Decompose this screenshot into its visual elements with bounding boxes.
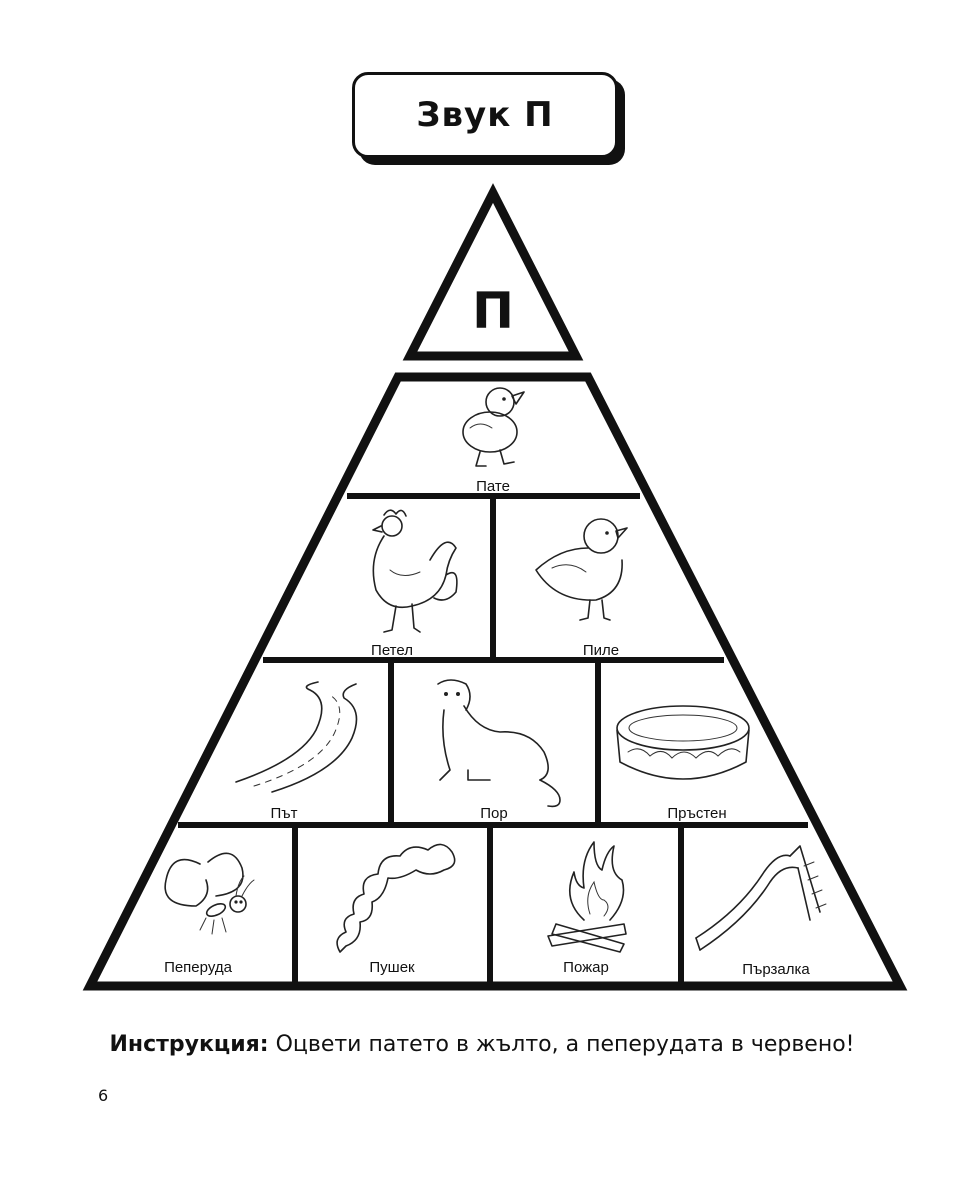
- cell-label-pushek: Пушек: [369, 959, 415, 976]
- cell-label-pile: Пиле: [582, 642, 620, 659]
- page-title: Звук П: [416, 95, 554, 135]
- page-number: 6: [98, 1086, 109, 1105]
- slide-icon: [696, 846, 826, 950]
- cell-label-pozhar: Пожар: [563, 959, 609, 976]
- cell-label-pat: Път: [270, 805, 298, 822]
- cell-label-petel: Петел: [371, 642, 413, 659]
- rooster-icon: [373, 510, 457, 632]
- cell-label-por: Пор: [480, 805, 508, 822]
- cell-label-prasten: Пръстен: [667, 805, 727, 822]
- campfire-icon: [548, 842, 626, 952]
- road-icon: [236, 682, 357, 792]
- cell-label-parzalka: Пързалка: [742, 961, 810, 978]
- apex-letter: П: [472, 282, 514, 340]
- instruction-label: Инструкция:: [109, 1032, 269, 1057]
- cell-label-peperuda: Пеперуда: [164, 959, 232, 976]
- cell-label-pate: Пате: [476, 478, 510, 495]
- pyramid-outline: [90, 377, 900, 986]
- ring-icon: [617, 706, 749, 779]
- instruction-text: Оцвети патето в жълто, а пеперудата в червено!: [268, 1032, 855, 1057]
- instruction: [0, 1032, 964, 1057]
- smoke-icon: [337, 844, 455, 952]
- chick-icon: [536, 519, 627, 620]
- ferret-icon: [438, 680, 560, 806]
- duckling-icon: [463, 388, 524, 466]
- butterfly-icon: [165, 853, 254, 934]
